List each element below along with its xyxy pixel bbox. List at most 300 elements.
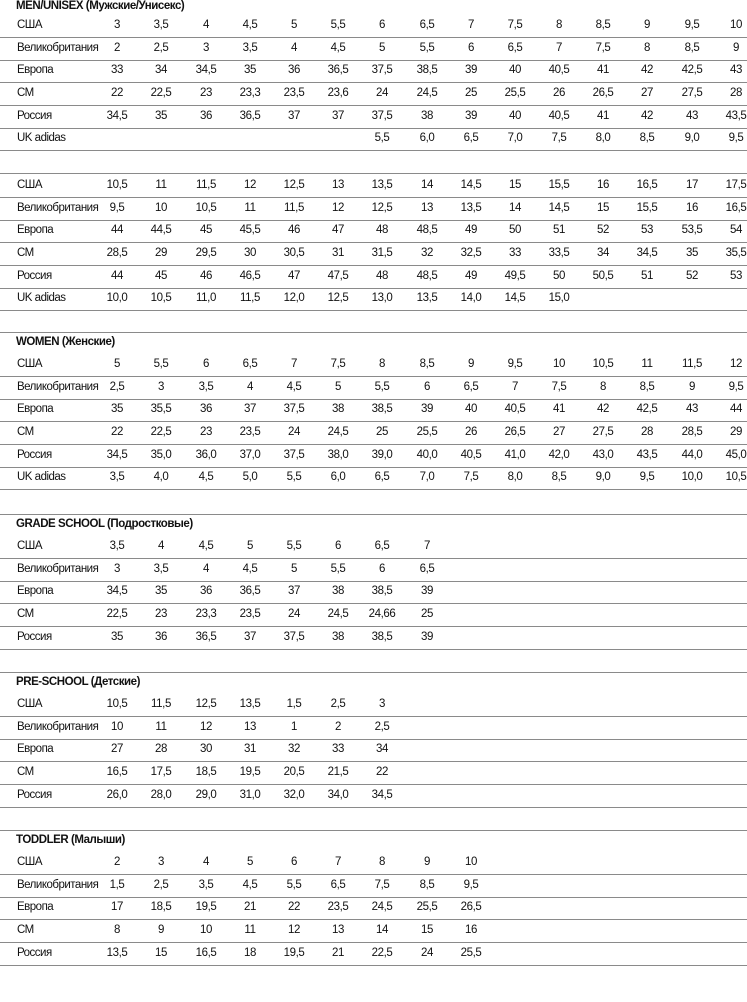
size-cell: 34	[597, 247, 609, 259]
size-cell: 26,0	[106, 788, 128, 801]
size-cell: 35	[155, 109, 167, 122]
table-row	[0, 605, 747, 627]
section-title: TODDLER (Малыши)	[16, 834, 125, 846]
size-cell: 8	[114, 924, 120, 936]
size-cell: 50,5	[592, 269, 614, 282]
size-cell: 12,0	[283, 292, 305, 305]
row-label: СМ	[17, 426, 34, 438]
size-cell: 34,5	[195, 64, 217, 77]
size-cell: 6	[291, 856, 297, 868]
size-cell: 9	[424, 856, 430, 868]
table-row	[0, 221, 747, 243]
row-label: Европа	[17, 743, 54, 756]
size-cell: 16,5	[636, 179, 658, 191]
row-label: Европа	[17, 585, 54, 598]
size-cell: 6,5	[463, 380, 479, 393]
size-cell: 35	[155, 585, 167, 598]
size-cell: 1,5	[109, 878, 125, 891]
size-cell: 38,5	[371, 403, 393, 416]
size-cell: 5,5	[153, 358, 169, 370]
size-cell: 17	[111, 901, 123, 914]
size-cell: 45,0	[725, 448, 747, 461]
size-cell: 42	[597, 403, 609, 416]
size-cell: 4,5	[198, 540, 214, 552]
size-cell: 39	[421, 630, 433, 643]
size-cell: 16	[686, 201, 698, 214]
size-cell: 35,5	[150, 403, 172, 416]
size-cell: 2	[114, 856, 120, 868]
size-cell: 6	[379, 19, 385, 31]
size-cell: 38	[332, 585, 344, 598]
size-cell: 7,5	[330, 358, 346, 370]
size-cell: 6,5	[419, 562, 435, 575]
size-cell: 44	[111, 224, 123, 237]
size-cell: 36,5	[327, 64, 349, 77]
row-label: Россия	[17, 448, 52, 461]
size-cell: 16,5	[106, 766, 128, 778]
size-cell: 48,5	[416, 269, 438, 282]
table-row	[0, 107, 747, 129]
size-cell: 23,6	[327, 87, 349, 99]
size-cell: 11,5	[240, 292, 260, 305]
size-cell: 14,0	[460, 292, 482, 305]
size-cell: 35	[686, 247, 698, 259]
size-cell: 15,5	[636, 201, 658, 214]
size-cell: 5,0	[242, 471, 258, 484]
size-cell: 7,5	[595, 41, 611, 54]
size-cell: 12,5	[371, 201, 393, 214]
size-cell: 32	[421, 247, 433, 259]
row-label: UK adidas	[17, 471, 66, 484]
size-cell: 52	[686, 269, 698, 282]
table-row	[0, 176, 747, 198]
size-cell: 7,0	[507, 132, 523, 145]
size-cell: 18,5	[195, 766, 217, 778]
table-row	[0, 378, 747, 400]
size-cell: 22	[111, 87, 123, 99]
size-cell: 25,5	[504, 87, 526, 99]
row-label: Европа	[17, 64, 54, 77]
size-cell: 11,5	[284, 201, 304, 214]
size-cell: 22,5	[150, 87, 172, 99]
size-cell: 13,5	[416, 292, 438, 305]
size-cell: 19,5	[195, 901, 217, 914]
size-cell: 9	[733, 41, 739, 54]
size-cell: 1,5	[286, 698, 302, 710]
size-cell: 24	[288, 426, 300, 438]
size-cell: 3,5	[242, 41, 258, 54]
size-cell: 3	[114, 19, 120, 31]
size-cell: 5,5	[286, 878, 302, 891]
size-cell: 6	[379, 562, 385, 575]
size-cell: 6	[424, 380, 430, 393]
size-cell: 44,5	[150, 224, 172, 237]
table-row	[0, 423, 747, 445]
size-cell: 53,5	[681, 224, 703, 237]
size-cell: 50	[553, 269, 565, 282]
size-cell: 11	[155, 720, 167, 733]
size-cell: 3	[203, 41, 209, 54]
size-cell: 40,5	[548, 64, 570, 77]
size-cell: 28	[155, 743, 167, 756]
size-cell: 23,5	[327, 901, 349, 914]
size-cell: 36	[200, 585, 212, 598]
size-cell: 34,0	[327, 788, 349, 801]
size-cell: 25,5	[416, 901, 438, 914]
size-cell: 26,5	[504, 426, 526, 438]
size-cell: 42,0	[548, 448, 570, 461]
row-label: СМ	[17, 608, 34, 620]
size-cell: 10	[155, 201, 167, 214]
size-cell: 27	[111, 743, 123, 756]
size-cell: 40,0	[416, 448, 438, 461]
section-title: WOMEN (Женские)	[16, 336, 115, 348]
size-cell: 7,0	[419, 471, 435, 484]
size-cell: 8,5	[595, 19, 611, 31]
size-cell: 23,5	[283, 87, 305, 99]
size-cell: 22	[111, 426, 123, 438]
size-cell: 38	[332, 630, 344, 643]
size-cell: 4	[203, 856, 209, 868]
size-cell: 4,5	[286, 380, 302, 393]
size-cell: 46	[200, 269, 212, 282]
size-cell: 25,5	[460, 946, 482, 959]
size-cell: 4,5	[242, 562, 258, 575]
size-cell: 14,5	[504, 292, 526, 305]
size-cell: 5,5	[330, 562, 346, 575]
size-cell: 38,5	[371, 630, 393, 643]
size-cell: 17	[686, 179, 698, 191]
size-cell: 5,5	[419, 41, 435, 54]
table-row	[0, 84, 747, 106]
size-cell: 41	[597, 64, 609, 77]
size-cell: 31,0	[239, 788, 261, 801]
size-cell: 12	[200, 720, 212, 733]
size-cell: 16,5	[725, 201, 747, 214]
size-cell: 10	[200, 924, 212, 936]
size-cell: 8	[600, 380, 606, 393]
size-cell: 27,5	[592, 426, 614, 438]
size-cell: 53	[641, 224, 653, 237]
size-cell: 13,5	[106, 946, 128, 959]
size-cell: 22	[288, 901, 300, 914]
table-row	[0, 468, 747, 490]
size-cell: 4,0	[153, 471, 169, 484]
row-label: Великобритания	[17, 878, 99, 891]
size-cell: 33	[332, 743, 344, 756]
size-cell: 6,0	[330, 471, 346, 484]
size-cell: 37,0	[239, 448, 261, 461]
size-cell: 8,5	[551, 471, 567, 484]
size-cell: 2,5	[330, 698, 346, 710]
size-cell: 44,0	[681, 448, 703, 461]
table-row	[0, 921, 747, 943]
row-label: Россия	[17, 946, 52, 959]
size-cell: 8,0	[507, 471, 523, 484]
size-cell: 22,5	[371, 946, 393, 959]
size-cell: 6	[468, 41, 474, 54]
size-cell: 9	[689, 380, 695, 393]
size-cell: 21	[244, 901, 256, 914]
size-cell: 8,5	[639, 132, 655, 145]
size-cell: 10,0	[106, 292, 128, 305]
size-cell: 24,66	[368, 608, 396, 620]
size-cell: 36,5	[239, 585, 261, 598]
size-cell: 34,5	[106, 109, 128, 122]
table-row	[0, 39, 747, 61]
size-cell: 43,5	[636, 448, 658, 461]
size-cell: 4,5	[242, 19, 258, 31]
size-cell: 27,5	[681, 87, 703, 99]
size-cell: 3	[158, 856, 164, 868]
size-cell: 2,5	[109, 380, 125, 393]
table-row	[0, 400, 747, 422]
size-cell: 48,5	[416, 224, 438, 237]
size-cell: 3,5	[198, 380, 214, 393]
size-cell: 30	[244, 247, 256, 259]
row-label: США	[17, 698, 43, 710]
size-cell: 5,5	[374, 380, 390, 393]
size-cell: 34	[376, 743, 388, 756]
size-cell: 43	[686, 109, 698, 122]
size-cell: 9,5	[728, 132, 744, 145]
size-cell: 24,5	[327, 426, 349, 438]
row-label: СМ	[17, 766, 34, 778]
size-cell: 44	[111, 269, 123, 282]
size-cell: 8	[379, 856, 385, 868]
size-cell: 39	[465, 64, 477, 77]
size-cell: 13	[332, 924, 344, 936]
size-cell: 6,5	[242, 358, 258, 370]
size-cell: 14,5	[460, 179, 482, 191]
size-cell: 23,5	[239, 608, 261, 620]
row-label: Великобритания	[17, 41, 99, 54]
size-cell: 29	[730, 426, 742, 438]
size-cell: 6,5	[374, 471, 390, 484]
size-cell: 10,5	[106, 698, 128, 710]
table-row	[0, 129, 747, 151]
size-cell: 44	[730, 403, 742, 416]
size-cell: 40	[509, 109, 521, 122]
size-cell: 5	[291, 19, 297, 31]
size-cell: 14	[376, 924, 388, 936]
size-cell: 27	[553, 426, 565, 438]
row-label: Европа	[17, 901, 54, 914]
size-cell: 9,5	[728, 380, 744, 393]
size-cell: 23	[155, 608, 167, 620]
size-cell: 35	[244, 64, 256, 77]
size-cell: 35,0	[150, 448, 172, 461]
size-cell: 6	[203, 358, 209, 370]
size-cell: 41	[553, 403, 565, 416]
size-cell: 10,0	[681, 471, 703, 484]
size-cell: 4,5	[330, 41, 346, 54]
size-cell: 13,5	[371, 179, 393, 191]
size-cell: 40,5	[504, 403, 526, 416]
size-cell: 8	[644, 41, 650, 54]
size-cell: 18,5	[150, 901, 172, 914]
size-cell: 9	[468, 358, 474, 370]
size-cell: 7,5	[551, 132, 567, 145]
size-cell: 36	[200, 403, 212, 416]
size-cell: 43,0	[592, 448, 614, 461]
size-cell: 10,5	[150, 292, 172, 305]
size-cell: 54	[730, 224, 742, 237]
size-cell: 45,5	[239, 224, 261, 237]
size-cell: 17,5	[150, 766, 172, 778]
size-cell: 16,5	[195, 946, 217, 959]
size-cell: 9,5	[639, 471, 655, 484]
size-cell: 2,5	[153, 878, 169, 891]
size-cell: 6,0	[419, 132, 435, 145]
size-cell: 9	[644, 19, 650, 31]
row-label: Россия	[17, 788, 52, 801]
table-row	[0, 289, 747, 311]
section-title: MEN/UNISEX (Мужские/Унисекс)	[16, 0, 185, 12]
size-cell: 11,0	[196, 292, 216, 305]
size-cell: 13,5	[239, 698, 261, 710]
size-cell: 33,5	[548, 247, 570, 259]
size-cell: 4,5	[198, 471, 214, 484]
row-label: СМ	[17, 247, 34, 259]
size-cell: 32	[288, 743, 300, 756]
size-cell: 7,5	[374, 878, 390, 891]
size-cell: 25	[421, 608, 433, 620]
size-cell: 15	[421, 924, 433, 936]
size-cell: 41	[597, 109, 609, 122]
size-cell: 45	[200, 224, 212, 237]
row-label: США	[17, 856, 43, 868]
size-cell: 43	[686, 403, 698, 416]
size-cell: 26,5	[460, 901, 482, 914]
size-cell: 12,5	[195, 698, 217, 710]
section-title: PRE-SCHOOL (Детские)	[16, 676, 140, 688]
size-cell: 36,5	[195, 630, 217, 643]
size-cell: 4	[158, 540, 164, 552]
size-cell: 21	[332, 946, 344, 959]
size-cell: 8	[556, 19, 562, 31]
size-cell: 12	[244, 179, 256, 191]
size-cell: 21,5	[327, 766, 349, 778]
size-cell: 24	[421, 946, 433, 959]
size-cell: 8,0	[595, 132, 611, 145]
size-cell: 14	[421, 179, 433, 191]
size-cell: 49	[465, 224, 477, 237]
size-cell: 48	[376, 224, 388, 237]
section-divider	[0, 173, 747, 174]
size-cell: 3,5	[109, 540, 125, 552]
size-cell: 33	[111, 64, 123, 77]
size-cell: 15,0	[548, 292, 570, 305]
row-label: UK adidas	[17, 132, 66, 145]
size-cell: 11	[155, 179, 167, 191]
size-cell: 29,0	[195, 788, 217, 801]
size-cell: 37,5	[283, 403, 305, 416]
row-label: США	[17, 540, 43, 552]
size-cell: 22,5	[150, 426, 172, 438]
size-cell: 25	[376, 426, 388, 438]
size-cell: 7	[291, 358, 297, 370]
size-cell: 11	[244, 201, 256, 214]
size-cell: 31	[332, 247, 344, 259]
table-row	[0, 898, 747, 920]
size-cell: 50	[509, 224, 521, 237]
table-row	[0, 740, 747, 762]
size-cell: 8,5	[684, 41, 700, 54]
size-cell: 28	[641, 426, 653, 438]
size-cell: 8,5	[419, 358, 435, 370]
size-cell: 30	[200, 743, 212, 756]
table-row	[0, 628, 747, 650]
size-cell: 24,5	[371, 901, 393, 914]
size-cell: 35	[111, 630, 123, 643]
size-cell: 49	[465, 269, 477, 282]
section-divider	[0, 830, 747, 831]
size-cell: 10	[730, 19, 742, 31]
size-cell: 16	[597, 179, 609, 191]
size-cell: 36	[200, 109, 212, 122]
size-cell: 3	[379, 698, 385, 710]
size-cell: 51	[641, 269, 653, 282]
section-title: GRADE SCHOOL (Подростковые)	[16, 518, 193, 530]
table-row	[0, 446, 747, 468]
size-cell: 23	[200, 426, 212, 438]
size-cell: 5,5	[286, 471, 302, 484]
size-cell: 40	[465, 403, 477, 416]
size-cell: 48	[376, 269, 388, 282]
size-cell: 11	[641, 358, 653, 370]
size-cell: 10	[465, 856, 477, 868]
size-cell: 6,5	[419, 19, 435, 31]
size-cell: 1	[291, 720, 297, 733]
size-cell: 19,5	[239, 766, 261, 778]
size-cell: 37,5	[283, 630, 305, 643]
row-label: США	[17, 19, 43, 31]
size-cell: 42	[641, 109, 653, 122]
table-row	[0, 763, 747, 785]
size-cell: 23,3	[239, 87, 261, 99]
size-cell: 13,5	[460, 201, 482, 214]
row-label: Великобритания	[17, 201, 99, 214]
size-cell: 24,5	[416, 87, 438, 99]
size-cell: 38,5	[371, 585, 393, 598]
size-cell: 46	[288, 224, 300, 237]
size-cell: 46,5	[239, 269, 261, 282]
size-cell: 28,0	[150, 788, 172, 801]
size-cell: 26	[465, 426, 477, 438]
size-cell: 10	[111, 720, 123, 733]
size-cell: 2	[114, 41, 120, 54]
size-cell: 23,3	[195, 608, 217, 620]
row-label: Россия	[17, 630, 52, 643]
size-cell: 25	[465, 87, 477, 99]
table-row	[0, 695, 747, 717]
size-cell: 47,5	[327, 269, 349, 282]
table-row	[0, 876, 747, 898]
size-cell: 34,5	[371, 788, 393, 801]
size-cell: 33	[509, 247, 521, 259]
size-cell: 15	[155, 946, 167, 959]
size-cell: 51	[553, 224, 565, 237]
size-cell: 39	[465, 109, 477, 122]
size-cell: 13	[421, 201, 433, 214]
size-cell: 38,5	[416, 64, 438, 77]
size-cell: 3	[114, 562, 120, 575]
size-cell: 2	[335, 720, 341, 733]
size-cell: 36,5	[239, 109, 261, 122]
size-cell: 7,5	[507, 19, 523, 31]
size-cell: 5	[247, 856, 253, 868]
